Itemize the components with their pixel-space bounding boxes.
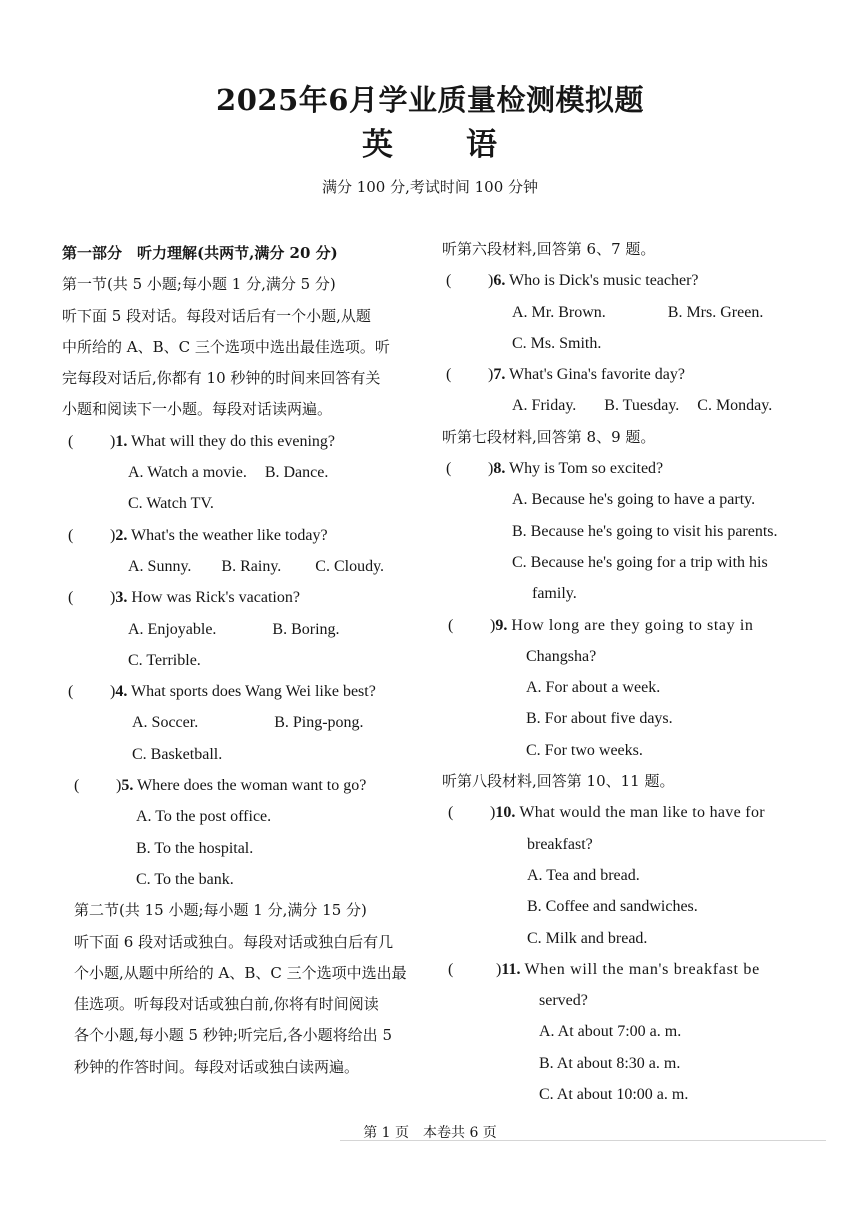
answer-blank[interactable]: ( (68, 526, 74, 544)
options-row (62, 864, 432, 895)
question-text: What's Gina's favorite day? (509, 366, 685, 384)
question-number: 7. (493, 366, 506, 384)
option-c: C. Monday. (697, 397, 773, 415)
option-c: C. To the bank. (136, 870, 234, 888)
question-4 (62, 676, 432, 707)
answer-blank[interactable]: ( (446, 272, 452, 290)
instruction-line: 佳选项。听每段对话或独白前,你将有时间阅读 (74, 995, 379, 1014)
option-b: B. Ping-pong. (274, 714, 364, 732)
answer-blank-close: ) (110, 683, 116, 701)
question-text-cont: Changsha? (526, 647, 597, 665)
subject-char-1: 英 (362, 127, 393, 163)
material-heading: 听第七段材料,回答第 8、9 题。 (442, 427, 656, 446)
option-c: C. Ms. Smith. (512, 334, 602, 352)
question-text: How long are they going to stay in (511, 616, 754, 634)
answer-blank-close: ) (116, 777, 122, 795)
answer-blank-close: ) (488, 460, 494, 478)
answer-blank-close: ) (496, 960, 502, 978)
instruction-line: 完每段对话后,你都有 10 秒钟的时间来回答有关 (62, 369, 381, 388)
question-5 (62, 770, 432, 801)
option-c: C. For two weeks. (526, 741, 643, 759)
options-row (442, 328, 822, 359)
option-c: C. Because he's going for a trip with his (512, 553, 768, 571)
section2-heading: 第二节(共 15 小题;每小题 1 分,满分 15 分) (74, 901, 367, 920)
answer-blank-close: ) (490, 616, 496, 634)
question-text-cont: breakfast? (527, 835, 593, 853)
page-footer: 第 1 页 本卷共 6 页 (363, 1125, 497, 1141)
question-text: Where does the woman want to go? (137, 777, 367, 795)
answer-blank[interactable]: ( (446, 460, 452, 478)
answer-blank[interactable]: ( (446, 366, 452, 384)
answer-blank[interactable]: ( (448, 804, 454, 822)
options-row (62, 833, 432, 864)
option-a: A. Enjoyable. (128, 620, 217, 638)
question-9 (442, 610, 822, 641)
option-a: A. Watch a movie. (128, 464, 247, 482)
option-a: A. Sunny. (128, 557, 192, 575)
question-8 (442, 453, 822, 484)
question-11 (442, 954, 822, 985)
left-column (62, 238, 432, 1083)
option-b: B. Because he's going to visit his parents. (512, 522, 778, 540)
question-text: Why is Tom so excited? (509, 460, 664, 478)
question-text: What will they do this evening? (131, 432, 335, 450)
question-number: 9. (495, 616, 508, 634)
options-row (62, 645, 432, 676)
option-b: B. At about 8:30 a. m. (539, 1054, 681, 1072)
exam-title: 2025年6月学业质量检测模拟题 (216, 83, 644, 117)
question-number: 11. (501, 960, 521, 978)
subject-char-2: 语 (466, 127, 497, 163)
option-c: C. Basketball. (132, 745, 223, 763)
answer-blank-close: ) (110, 432, 116, 450)
options-row (62, 551, 432, 582)
answer-blank-close: ) (110, 589, 116, 607)
question-number: 5. (121, 777, 134, 795)
instruction-line: 中所给的 A、B、C 三个选项中选出最佳选项。听 (62, 337, 390, 356)
option-a: A. Because he's going to have a party. (512, 491, 756, 509)
material-heading: 听第八段材料,回答第 10、11 题。 (442, 772, 675, 791)
options-row (62, 614, 432, 645)
option-a: A. At about 7:00 a. m. (539, 1023, 682, 1041)
instruction-line: 秒钟的作答时间。每段对话或独白读两遍。 (74, 1057, 360, 1076)
question-3 (62, 582, 432, 613)
option-b: B. To the hospital. (136, 839, 254, 857)
question-number: 3. (115, 589, 128, 607)
answer-blank-close: ) (488, 272, 494, 290)
options-row (62, 457, 432, 488)
option-c: C. Watch TV. (128, 495, 214, 513)
instruction-line: 听下面 6 段对话或独白。每段对话或独白后有几 (74, 932, 394, 951)
question-number: 8. (493, 460, 506, 478)
score-line: 满分 100 分,考试时间 100 分钟 (321, 178, 539, 196)
options-row (62, 488, 432, 519)
option-a: A. For about a week. (526, 679, 661, 697)
part-heading: 第一部分 听力理解(共两节,满分 20 分) (62, 244, 338, 262)
question-text-cont: served? (539, 992, 588, 1010)
question-7 (442, 359, 822, 390)
instruction-line: 听下面 5 段对话。每段对话后有一个小题,从题 (62, 306, 371, 325)
option-a: A. To the post office. (136, 808, 272, 826)
option-b: B. For about five days. (526, 710, 673, 728)
section1-heading: 第一节(共 5 小题;每小题 1 分,满分 5 分) (62, 275, 336, 294)
option-c: C. Milk and bread. (527, 929, 648, 947)
question-text: When will the man's breakfast be (524, 960, 760, 978)
answer-blank[interactable]: ( (74, 777, 80, 795)
options-row (62, 739, 432, 770)
question-number: 6. (493, 272, 506, 290)
question-number: 4. (115, 683, 128, 701)
answer-blank-close: ) (490, 804, 496, 822)
question-2 (62, 520, 432, 551)
question-text: How was Rick's vacation? (131, 589, 300, 607)
question-text: What sports does Wang Wei like best? (131, 683, 376, 701)
option-c: C. Cloudy. (315, 557, 385, 575)
question-number: 10. (495, 804, 516, 822)
answer-blank[interactable]: ( (68, 432, 74, 450)
right-column (442, 234, 822, 1110)
option-b: B. Coffee and sandwiches. (527, 898, 698, 916)
instruction-line: 各个小题,每小题 5 秒钟;听完后,各小题将给出 5 (74, 1026, 392, 1045)
option-c-cont: family. (532, 585, 577, 603)
answer-blank[interactable]: ( (68, 589, 74, 607)
option-b: B. Mrs. Green. (667, 303, 764, 321)
options-row (62, 801, 432, 832)
question-6 (442, 265, 822, 296)
option-c: C. Terrible. (128, 651, 201, 669)
option-b: B. Tuesday. (604, 397, 680, 415)
question-text: What would the man like to have for (519, 804, 765, 822)
answer-blank-close: ) (110, 526, 116, 544)
option-c: C. At about 10:00 a. m. (539, 1086, 689, 1104)
option-a: A. Soccer. (132, 714, 199, 732)
option-a: A. Friday. (512, 397, 577, 415)
question-text: What's the weather like today? (131, 526, 328, 544)
option-a: A. Tea and bread. (527, 866, 640, 884)
question-1 (62, 426, 432, 457)
option-b: B. Boring. (272, 620, 340, 638)
material-heading: 听第六段材料,回答第 6、7 题。 (442, 240, 656, 258)
option-b: B. Dance. (264, 464, 329, 482)
options-row (442, 390, 822, 421)
instruction-line: 小题和阅读下一小题。每段对话读两遍。 (62, 400, 333, 419)
instruction-line: 个小题,从题中所给的 A、B、C 三个选项中选出最 (74, 963, 407, 982)
answer-blank-close: ) (488, 366, 494, 384)
question-number: 1. (115, 432, 128, 450)
options-row (442, 297, 822, 328)
question-text: Who is Dick's music teacher? (509, 272, 699, 290)
question-10 (442, 797, 822, 828)
question-number: 2. (115, 526, 128, 544)
answer-blank[interactable]: ( (448, 616, 454, 634)
option-a: A. Mr. Brown. (512, 303, 606, 321)
answer-blank[interactable]: ( (68, 683, 74, 701)
option-b: B. Rainy. (221, 557, 282, 575)
options-row (62, 707, 432, 738)
answer-blank[interactable]: ( (448, 960, 454, 978)
